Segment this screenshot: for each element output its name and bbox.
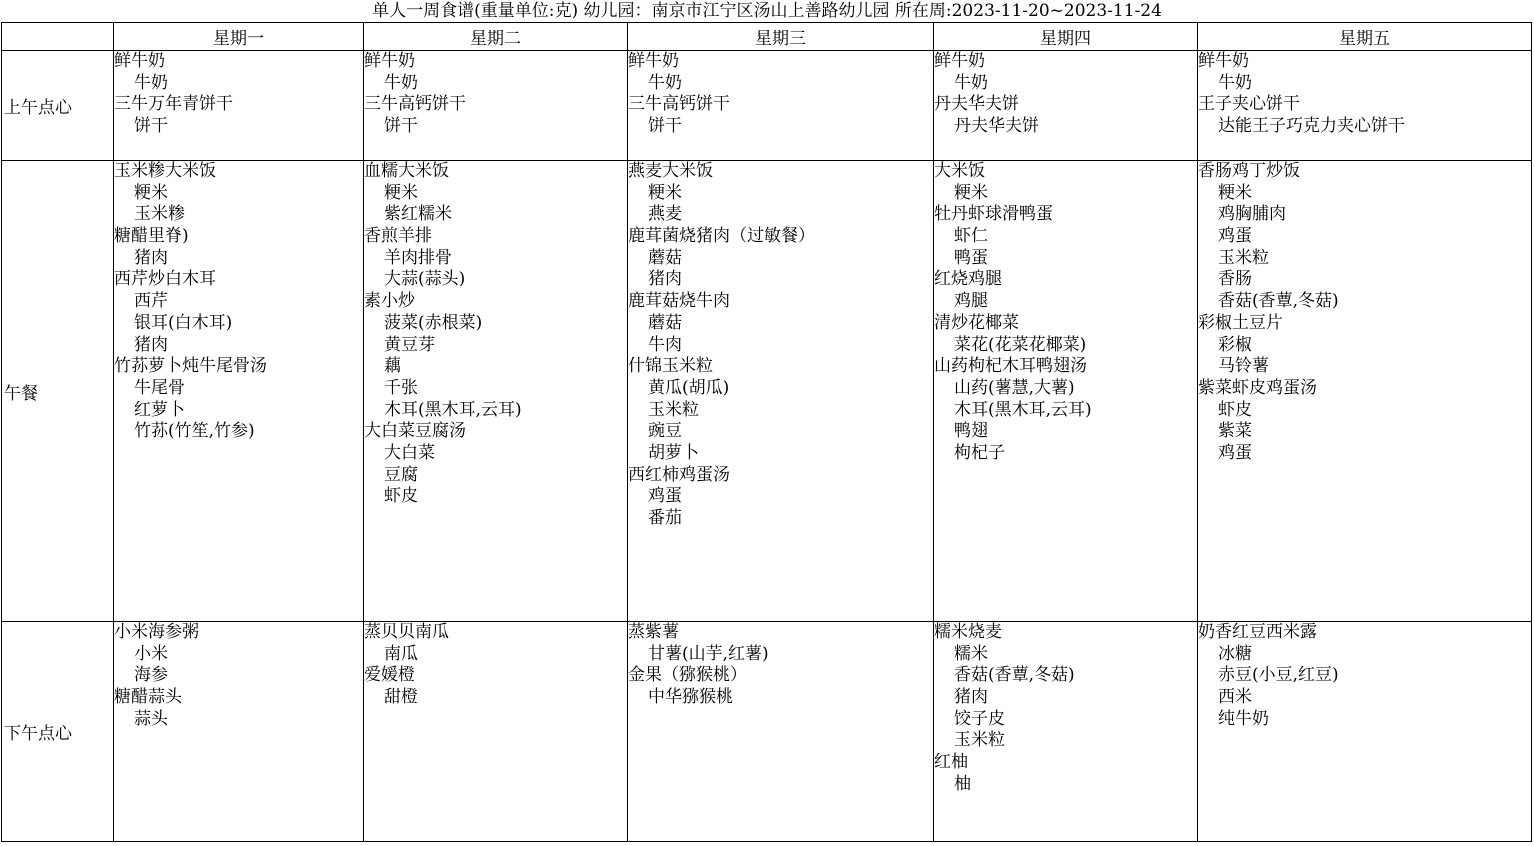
ingredient-item: 红萝卜 — [134, 399, 185, 420]
ingredient-item: 小米 — [134, 643, 168, 664]
ingredient-item: 番茄 — [648, 508, 682, 528]
ingredient-item: 中华猕猴桃 — [648, 687, 733, 708]
ingredient-item: 紫红糯米 — [384, 204, 452, 225]
ingredient-item: 猪肉 — [648, 269, 682, 290]
menu-cell-fri — [1198, 51, 1532, 161]
ingredient-item: 木耳(黑木耳,云耳) — [954, 399, 1092, 420]
menu-cell-tue — [364, 622, 628, 842]
ingredient-item: 鸡蛋 — [648, 486, 682, 507]
dish-name: 糯米烧麦 — [934, 622, 1002, 642]
ingredient-item: 甘薯(山芋,红薯) — [648, 643, 769, 664]
ingredient-item: 南瓜 — [384, 643, 418, 664]
dish-name: 玉米糁大米饭 — [114, 161, 216, 181]
ingredient-item: 菜花(花菜花椰菜) — [954, 334, 1087, 355]
header-day-wed: 星期三 — [628, 23, 934, 51]
ingredient-item: 鸭蛋 — [954, 247, 988, 268]
dish-name: 三牛万年青饼干 — [114, 94, 233, 115]
header-day-mon: 星期一 — [114, 23, 364, 51]
ingredient-item: 玉米粒 — [1218, 247, 1269, 268]
header-day-tue: 星期二 — [364, 23, 628, 51]
dish-name: 紫菜虾皮鸡蛋汤 — [1198, 377, 1317, 398]
ingredient-item: 丹夫华夫饼 — [954, 116, 1039, 137]
ingredient-item: 粳米 — [384, 182, 418, 203]
ingredient-item: 猪肉 — [954, 687, 988, 708]
meal-row-afternoon-snack — [2, 622, 1532, 842]
ingredient-item: 糯米 — [954, 643, 988, 664]
dish-name: 糖醋蒜头 — [114, 687, 182, 708]
ingredient-item: 菠菜(赤根菜) — [384, 312, 483, 333]
ingredient-item: 饼干 — [648, 116, 682, 137]
dish-name: 三牛高钙饼干 — [628, 94, 730, 115]
dish-name: 牡丹虾球滑鸭蛋 — [934, 204, 1053, 225]
menu-cell-tue — [364, 51, 628, 161]
dish-name: 山药枸杞木耳鸭翅汤 — [934, 356, 1087, 377]
ingredient-item: 海参 — [134, 665, 168, 686]
ingredient-item: 虾皮 — [384, 486, 418, 507]
dish-name: 鲜牛奶 — [364, 51, 415, 71]
dish-name: 王子夹心饼干 — [1198, 94, 1300, 115]
ingredient-item: 山药(薯慧,大薯) — [954, 377, 1075, 398]
ingredient-item: 牛奶 — [384, 72, 418, 93]
ingredient-item: 大蒜(蒜头) — [384, 269, 466, 290]
ingredient-item: 鸭翅 — [954, 421, 988, 442]
ingredient-item: 西芹 — [134, 291, 168, 312]
ingredient-item: 香肠 — [1218, 269, 1252, 290]
dish-name: 大米饭 — [934, 161, 985, 181]
header-day-fri: 星期五 — [1198, 23, 1532, 51]
weekly-menu-table — [1, 22, 1532, 842]
dish-name: 蒸紫薯 — [628, 622, 679, 642]
dish-name: 三牛高钙饼干 — [364, 94, 466, 115]
ingredient-item: 蒜头 — [134, 708, 168, 729]
menu-cell-fri — [1198, 622, 1532, 842]
dish-name: 鲜牛奶 — [114, 51, 165, 71]
ingredient-item: 粳米 — [954, 182, 988, 203]
ingredient-item: 牛尾骨 — [134, 377, 185, 398]
ingredient-item: 黄豆芽 — [384, 334, 435, 355]
ingredient-item: 猪肉 — [134, 334, 168, 355]
menu-cell-mon — [114, 622, 364, 842]
ingredient-item: 银耳(白木耳) — [134, 312, 233, 333]
ingredient-item: 粳米 — [1218, 182, 1252, 203]
ingredient-item: 马铃薯 — [1218, 356, 1269, 377]
ingredient-item: 豆腐 — [384, 464, 418, 485]
meal-label-lunch: 午餐 — [2, 161, 114, 622]
ingredient-item: 西米 — [1218, 687, 1252, 708]
dish-name: 爱媛橙 — [364, 665, 415, 686]
ingredient-item: 粳米 — [134, 182, 168, 203]
dish-name: 什锦玉米粒 — [628, 356, 713, 377]
ingredient-item: 燕麦 — [648, 204, 682, 225]
menu-cell-mon — [114, 51, 364, 161]
meal-label-afternoon-snack: 下午点心 — [2, 622, 114, 842]
ingredient-item: 甜橙 — [384, 687, 418, 708]
ingredient-item: 竹荪(竹笙,竹参) — [134, 421, 255, 442]
ingredient-item: 饼干 — [384, 116, 418, 137]
ingredient-item: 达能王子巧克力夹心饼干 — [1218, 116, 1405, 137]
dish-name: 鹿茸菌烧猪肉（过敏餐） — [628, 226, 815, 247]
ingredient-item: 千张 — [384, 377, 418, 398]
menu-cell-thu — [934, 622, 1198, 842]
meal-label-morning-snack: 上午点心 — [2, 51, 114, 161]
dish-name: 素小炒 — [364, 291, 415, 312]
ingredient-item: 牛奶 — [1218, 72, 1252, 93]
dish-name: 丹夫华夫饼 — [934, 94, 1019, 115]
page-title: 单人一周食谱(重量单位:克) 幼儿园：南京市江宁区汤山上善路幼儿园 所在周:2023-11-20~2023-11-24 — [372, 1, 1162, 21]
ingredient-item: 胡萝卜 — [648, 442, 699, 463]
dish-name: 金果（猕猴桃） — [628, 665, 747, 686]
ingredient-item: 虾仁 — [954, 226, 988, 247]
dish-name: 竹荪萝卜炖牛尾骨汤 — [114, 356, 267, 377]
dish-name: 燕麦大米饭 — [628, 161, 713, 181]
dish-name: 红烧鸡腿 — [934, 269, 1002, 290]
ingredient-item: 冰糖 — [1218, 643, 1252, 664]
dish-name: 彩椒土豆片 — [1198, 312, 1283, 333]
ingredient-item: 鸡胸脯肉 — [1218, 204, 1286, 225]
meal-row-lunch — [2, 161, 1532, 622]
dish-name: 鲜牛奶 — [1198, 51, 1249, 71]
ingredient-item: 黄瓜(胡瓜) — [648, 377, 730, 398]
dish-name: 鹿茸菇烧牛肉 — [628, 291, 730, 312]
ingredient-item: 彩椒 — [1218, 334, 1252, 355]
ingredient-item: 牛奶 — [954, 72, 988, 93]
ingredient-item: 猪肉 — [134, 247, 168, 268]
ingredient-item: 牛奶 — [648, 72, 682, 93]
dish-name: 大白菜豆腐汤 — [364, 421, 466, 442]
ingredient-item: 豌豆 — [648, 421, 682, 442]
menu-cell-wed — [628, 622, 934, 842]
menu-cell-tue — [364, 161, 628, 622]
ingredient-item: 鸡蛋 — [1218, 226, 1252, 247]
ingredient-item: 蘑菇 — [648, 312, 682, 333]
ingredient-item: 紫菜 — [1218, 421, 1252, 442]
dish-name: 鲜牛奶 — [934, 51, 985, 71]
ingredient-item: 玉米粒 — [648, 399, 699, 420]
ingredient-item: 牛肉 — [648, 334, 682, 355]
ingredient-item: 纯牛奶 — [1218, 708, 1269, 729]
dish-name: 糖醋里脊) — [114, 226, 189, 247]
dish-name: 蒸贝贝南瓜 — [364, 622, 449, 642]
header-day-thu: 星期四 — [934, 23, 1198, 51]
ingredient-item: 柚 — [954, 773, 971, 794]
ingredient-item: 枸杞子 — [954, 442, 1005, 463]
ingredient-item: 粳米 — [648, 182, 682, 203]
dish-name: 香肠鸡丁炒饭 — [1198, 161, 1300, 181]
ingredient-item: 玉米粒 — [954, 730, 1005, 751]
header-corner-cell — [2, 23, 114, 51]
ingredient-item: 羊肉排骨 — [384, 247, 452, 268]
menu-cell-wed — [628, 161, 934, 622]
dish-name: 清炒花椰菜 — [934, 312, 1019, 333]
dish-name: 西芹炒白木耳 — [114, 269, 216, 290]
ingredient-item: 鸡腿 — [954, 291, 988, 312]
ingredient-item: 牛奶 — [134, 72, 168, 93]
menu-cell-fri — [1198, 161, 1532, 622]
meal-row-morning-snack — [2, 51, 1532, 161]
ingredient-item: 赤豆(小豆,红豆) — [1218, 665, 1339, 686]
dish-name: 小米海参粥 — [114, 622, 199, 642]
ingredient-item: 蘑菇 — [648, 247, 682, 268]
menu-cell-thu — [934, 51, 1198, 161]
dish-name: 西红柿鸡蛋汤 — [628, 464, 730, 485]
dish-name: 鲜牛奶 — [628, 51, 679, 71]
ingredient-item: 香菇(香蕈,冬菇) — [1218, 291, 1339, 312]
ingredient-item: 玉米糁 — [134, 204, 185, 225]
ingredient-item: 鸡蛋 — [1218, 442, 1252, 463]
dish-name: 香煎羊排 — [364, 226, 432, 247]
ingredient-item: 饼干 — [134, 116, 168, 137]
menu-cell-wed — [628, 51, 934, 161]
ingredient-item: 饺子皮 — [954, 708, 1005, 729]
ingredient-item: 藕 — [384, 356, 401, 377]
ingredient-item: 虾皮 — [1218, 399, 1252, 420]
menu-cell-thu — [934, 161, 1198, 622]
dish-name: 奶香红豆西米露 — [1198, 622, 1317, 642]
dish-name: 血糯大米饭 — [364, 161, 449, 181]
header-row — [2, 23, 1532, 51]
ingredient-item: 大白菜 — [384, 442, 435, 463]
ingredient-item: 香菇(香蕈,冬菇) — [954, 665, 1075, 686]
ingredient-item: 木耳(黑木耳,云耳) — [384, 399, 522, 420]
menu-cell-mon — [114, 161, 364, 622]
dish-name: 红柚 — [934, 752, 968, 773]
